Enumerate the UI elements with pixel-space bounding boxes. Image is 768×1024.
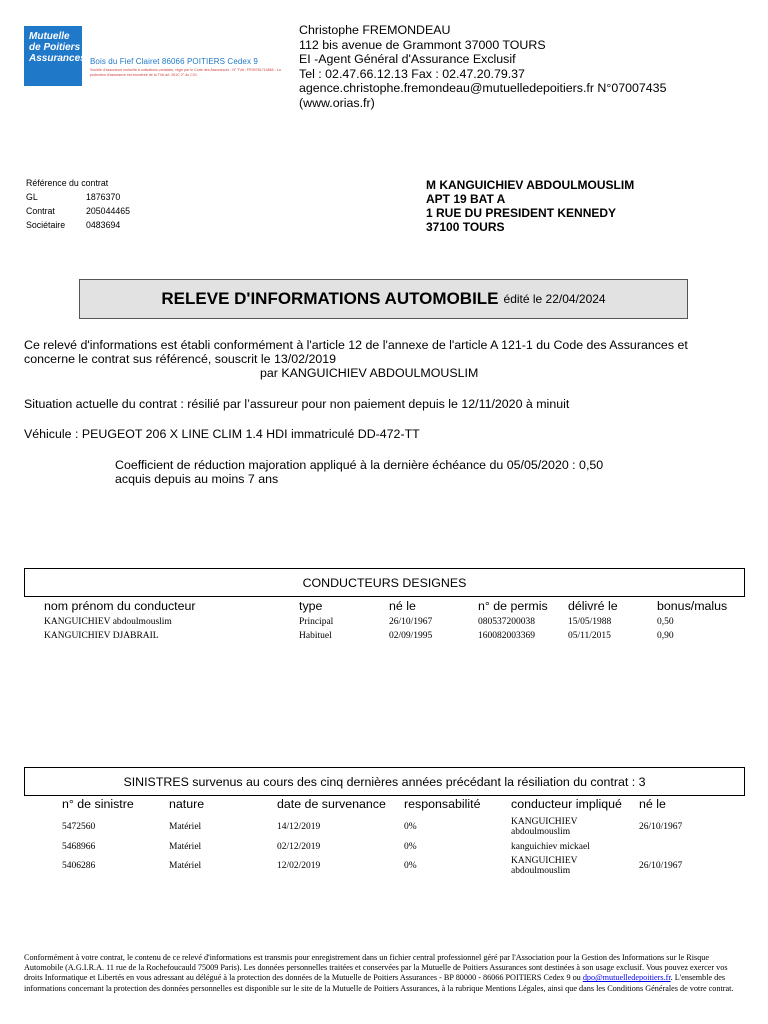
reference-row	[26, 204, 130, 218]
claims-section-title	[24, 767, 745, 796]
intro-line-2: concerne le contrat sus référencé, souscrit le 13/02/2019	[24, 352, 337, 366]
reference-value: 1876370	[86, 192, 121, 202]
claims-header-responsibility: responsabilité	[404, 797, 481, 811]
reference-row	[26, 190, 130, 204]
drivers-header-birth: né le	[389, 599, 416, 613]
recipient-name: M KANGUICHIEV ABDOULMOUSLIM	[426, 178, 635, 192]
drivers-header-issued: délivré le	[568, 599, 618, 613]
claim-cell: KANGUICHIEV	[511, 817, 578, 827]
insurer-logo	[24, 26, 86, 86]
agent-email: agence.christophe.fremondeau@mutuelledepoitiers.fr N°07007435	[299, 81, 667, 95]
drivers-header-type: type	[299, 599, 323, 613]
driver-cell: 05/11/2015	[568, 631, 611, 641]
claim-cell: 0%	[404, 861, 417, 871]
driver-cell: 15/05/1988	[568, 617, 612, 627]
claims-header-driver: conducteur impliqué	[511, 797, 622, 811]
driver-cell: 0,50	[657, 617, 674, 627]
agent-role: EI -Agent Général d'Assurance Exclusif	[299, 52, 516, 66]
contract-situation: Situation actuelle du contrat : résilié par l’assureur pour non paiement depuis le 12/11/2020 à minuit	[24, 397, 570, 411]
reference-title: Référence du contrat	[26, 178, 109, 188]
recipient-line-2: APT 19 BAT A	[426, 192, 506, 206]
claim-cell: 0%	[404, 842, 417, 852]
claim-cell: 26/10/1967	[639, 822, 683, 832]
claims-header-date: date de survenance	[277, 797, 386, 811]
claim-cell: 5468966	[62, 842, 96, 852]
agent-orias: (www.orias.fr)	[299, 95, 375, 110]
reference-value: 205044465	[86, 206, 131, 216]
recipient-line-3: 1 RUE DU PRESIDENT KENNEDY	[426, 206, 617, 220]
reference-label: GL	[26, 192, 38, 202]
claim-cell: 26/10/1967	[639, 861, 683, 871]
claim-cell: 0%	[404, 822, 417, 832]
reference-row	[26, 218, 130, 232]
claim-cell: Matériel	[169, 842, 202, 852]
intro-line-1: Ce relevé d'informations est établi conformément à l'article 12 de l'annexe de l'article A 121-1 du Code des Assurances et	[24, 338, 688, 352]
document-title: RELEVE D'INFORMATIONS AUTOMOBILE	[161, 289, 499, 308]
driver-cell: KANGUICHIEV DJABRAIL	[44, 631, 159, 641]
claim-cell: 02/12/2019	[277, 842, 321, 852]
claim-cell: 14/12/2019	[277, 822, 321, 832]
logo-line-2: de Poitiers	[29, 42, 81, 53]
driver-cell: Principal	[299, 617, 334, 627]
insurer-legal-notice: Société d'assurance mutuelle à cotisations variables, régie par le Code des Assurances - N° TVA : FR39781714865 - La protection d'assurance est exonérée de la TVA art. 261C 2° du CGI	[90, 68, 281, 77]
recipient-address	[426, 178, 634, 234]
dpo-email-link[interactable]: dpo@mutuelledepoitiers.fr	[582, 973, 671, 983]
agent-info	[299, 23, 666, 110]
vehicle-info: Véhicule : PEUGEOT 206 X LINE CLIM 1.4 HDI immatriculé DD-472-TT	[24, 427, 420, 441]
intro-line-3: par KANGUICHIEV ABDOULMOUSLIM	[260, 366, 479, 380]
claims-header-birth: né le	[639, 797, 666, 811]
recipient-line-4: 37100 TOURS	[426, 220, 505, 234]
driver-cell: 0,90	[657, 631, 674, 641]
agent-name: Christophe FREMONDEAU	[299, 23, 451, 37]
footer-text-part-1: Conformément à votre contrat, le contenu de ce relevé d'informations est transmis pour enregistrement dans un fichier central professionnel géré par l'Association pour la Gestion des Informations sur le Risque Automobile (A.G.I.R.A. 11 rue de la Rochefoucauld 75009 Paris). Les données personnelles traitées et conservées par la Mutuelle de Poitiers Assurances sont destinées à son usage exclusif. Vous pouvez exercer vos droits Informatique et Libertés en vous adressant au délégué à la protection des données de la Mutuelle de Poitiers Assurances - BP 80000 - 86066 POITIERS Cedex 9 ou	[24, 953, 728, 983]
claim-cell: 5472560	[62, 822, 96, 832]
reference-value: 0483694	[86, 220, 121, 230]
drivers-header-license: n° de permis	[478, 599, 548, 613]
claims-header-nature: nature	[169, 797, 205, 811]
driver-cell: 02/09/1995	[389, 631, 433, 641]
agent-address: 112 bis avenue de Grammont 37000 TOURS	[299, 37, 546, 52]
reference-label: Contrat	[26, 206, 55, 216]
coefficient-line-1: Coefficient de réduction majoration appliqué à la dernière échéance du 05/05/2020 : 0,50	[115, 458, 604, 472]
claim-cell: abdoulmouslim	[511, 827, 571, 837]
drivers-header-bonus: bonus/malus	[657, 599, 728, 613]
driver-cell: 26/10/1967	[389, 617, 433, 627]
drivers-title-text: CONDUCTEURS DESIGNES	[302, 575, 467, 590]
logo-line-3: Assurances	[29, 53, 86, 64]
claim-cell: abdoulmouslim	[511, 866, 571, 876]
claim-cell: 5406286	[62, 861, 96, 871]
coefficient-line-2: acquis depuis au moins 7 ans	[115, 472, 279, 486]
footer-text-part-2: . L'ensemble des informations concernant la protection des données personnelles est disponible sur le site de la Mutuelle de Poitiers Assurances, à la rubrique Mentions Légales, ainsi que dans les Conditions Générales de votre contrat.	[24, 973, 734, 993]
driver-cell: 160082003369	[478, 631, 535, 641]
driver-cell: KANGUICHIEV abdoulmouslim	[44, 617, 172, 627]
contract-reference	[26, 176, 130, 232]
claim-cell: 12/02/2019	[277, 861, 321, 871]
driver-cell: Habituel	[299, 631, 332, 641]
claim-cell: KANGUICHIEV	[511, 856, 578, 866]
claims-title-text: SINISTRES survenus au cours des cinq dernières années précédant la résiliation du contrat : 3	[123, 774, 646, 789]
claim-cell: Matériel	[169, 861, 202, 871]
insurer-address: Bois du Fief Clairet 86066 POITIERS Cedex 9	[90, 57, 258, 66]
claim-cell: Matériel	[169, 822, 202, 832]
edition-date: édité le 22/04/2024	[503, 292, 606, 306]
driver-cell: 080537200038	[478, 617, 535, 627]
agent-phone: Tel : 02.47.66.12.13 Fax : 02.47.20.79.37	[299, 66, 525, 81]
claim-cell: kanguichiev mickael	[511, 842, 590, 852]
legal-footer	[24, 953, 744, 994]
document-title-box	[79, 279, 688, 319]
drivers-section-title	[24, 568, 745, 597]
reference-label: Sociétaire	[26, 220, 66, 230]
claims-header-number: n° de sinistre	[62, 797, 134, 811]
logo-line-1: Mutuelle	[29, 31, 70, 42]
drivers-header-name: nom prénom du conducteur	[44, 599, 196, 613]
